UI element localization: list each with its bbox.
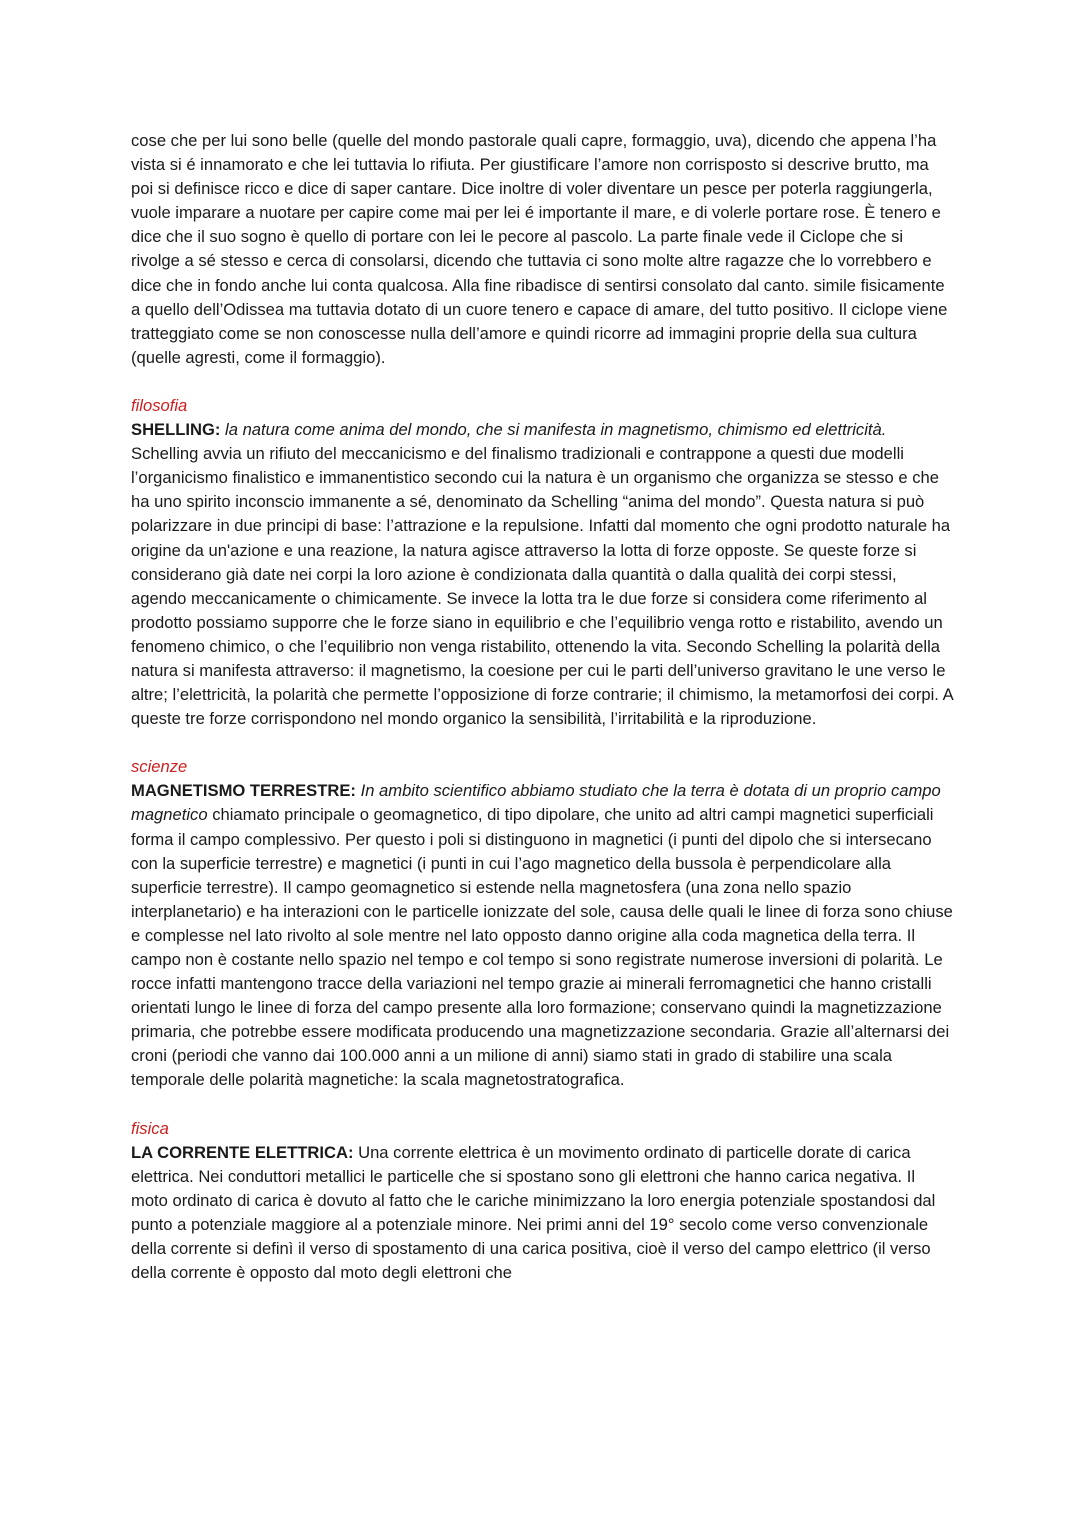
section-heading: MAGNETISMO TERRESTRE: <box>131 781 356 801</box>
section-lead: In ambito scientifico abbiamo studiato che la terra è dotata di un proprio campo magnetico <box>131 781 941 825</box>
document-page <box>131 129 953 1285</box>
section-heading: SHELLING: <box>131 420 221 440</box>
subject-label: scienze <box>131 757 188 777</box>
section-fisica <box>131 1117 953 1286</box>
section-body: Schelling avvia un rifiuto del meccanicismo e del finalismo tradizionali e contrappone a questi due modelli l’organicismo finalistico e immanentistico secondo cui la natura è un organismo che organizza se stesso e che ha uno spirito inconscio immanente a sé, denominato da Schelling “anima del mondo”. Questa natura si può polarizzare in due principi di base: l’attrazione e la repulsione. Infatti dal momento che ogni prodotto naturale ha origine da un'azione e una reazione, la natura agisce attraverso la lotta di forze opposte. Se queste forze si considerano già date nei corpi la loro azione è condizionata dalla quantità o dalla qualità dei corpi stessi, agendo meccanicamente o chimicamente. Se invece la lotta tra le due forze si considera come riferimento al prodotto possiamo supporre che le forze siano in equilibrio e che l’equilibrio venga rotto e ristabilito, avendo un fenomeno chimico, o che l’equilibrio non venga ristabilito, ottenendo la vita. Secondo Schelling la polarità della natura si manifesta attraverso: il magnetismo, la coesione per cui le parti dell’universo gravitano le une verso le altre; l’elettricità, la polarità che permette l’opposizione di forze contrarie; il chimismo, la metamorfosi dei corpi. A queste tre forze corrispondono nel mondo organico la sensibilità, l’irritabilità e la riproduzione. <box>131 444 953 729</box>
section-filosofia <box>131 394 953 731</box>
subject-label: fisica <box>131 1118 169 1138</box>
intro-paragraph: cose che per lui sono belle (quelle del mondo pastorale quali capre, formaggio, uva), dicendo che appena l’ha vista si é innamorato e che lei tuttavia lo rifiuta. Per giustificare l’amore non corrisposto si descrive brutto, ma poi si definisce ricco e dice di saper cantare. Dice inoltre di voler diventare un pesce per poterla raggiungerla, vuole imparare a nuotare per capire come mai per lei é importante il mare, e di volerle portare rose. È tenero e dice che il suo sogno è quello di portare con lei le pecore al pascolo. La parte finale vede il Ciclope che si rivolge a sé stesso e cerca di consolarsi, dicendo che tuttavia ci sono molte altre ragazze che lo vorrebbero e dice che in fondo anche lui conta qualcosa. Alla fine ribadisce di sentirsi consolato dal canto. simile fisicamente a quello dell’Odissea ma tuttavia dotato di un cuore tenero e capace di amare, del tutto positivo. Il ciclope viene tratteggiato come se non conoscesse nulla dell’amore e quindi ricorre ad immagini proprie della sua cultura (quelle agresti, come il formaggio). <box>131 131 948 367</box>
section-scienze <box>131 755 953 1092</box>
section-body: chiamato principale o geomagnetico, di tipo dipolare, che unito ad altri campi magnetici superficiali forma il campo complessivo. Per questo i poli si distinguono in magnetici (i punti del dipolo che si intersecano con la superficie terrestre) e magnetici (i punti in cui l’ago magnetico della bussola è perpendicolare alla superficie terrestre). Il campo geomagnetico si estende nella magnetosfera (una zona nello spazio interplanetario) e ha interazioni con le particelle ionizzate del sole, causa delle quali le linee di forza sono chiuse e complesse nel lato rivolto al sole mentre nel lato opposto danno origine alla coda magnetica della terra. Il campo non è costante nello spazio nel tempo e col tempo si sono registrate numerose inversioni di polarità. Le rocce infatti mantengono tracce della variazioni nel tempo grazie ai minerali ferromagnetici che hanno cristalli orientati lungo le linee di forza del campo presente alla loro formazione; conservano quindi la magnetizzazione primaria, che potrebbe essere modificata producendo una magnetizzazione secondaria. Grazie all’alternarsi dei croni (periodi che vanno dai 100.000 anni a un milione di anni) siamo stati in grado di stabilire una scala temporale delle polarità magnetiche: la scala magnetostratografica. <box>131 805 953 1090</box>
section-body: Una corrente elettrica è un movimento ordinato di particelle dorate di carica elettrica. Nei conduttori metallici le particelle che si spostano sono gli elettroni che hanno carica negativa. Il moto ordinato di carica è dovuto al fatto che le cariche minimizzano la loro energia potenziale spostandosi dal punto a potenziale maggiore al a potenziale minore. Nei primi anni del 19° secolo come verso convenzionale della corrente si definì il verso di spostamento di una carica positiva, cioè il verso del campo elettrico (il verso della corrente è opposto dal moto degli elettroni che <box>131 1142 936 1283</box>
section-lead: la natura come anima del mondo, che si manifesta in magnetismo, chimismo ed elettricità. <box>225 420 887 440</box>
section-paragraph <box>131 418 953 731</box>
subject-label: filosofia <box>131 395 188 415</box>
section-paragraph <box>131 779 953 1092</box>
section-paragraph <box>131 1141 953 1286</box>
section-heading: LA CORRENTE ELETTRICA: <box>131 1142 354 1162</box>
